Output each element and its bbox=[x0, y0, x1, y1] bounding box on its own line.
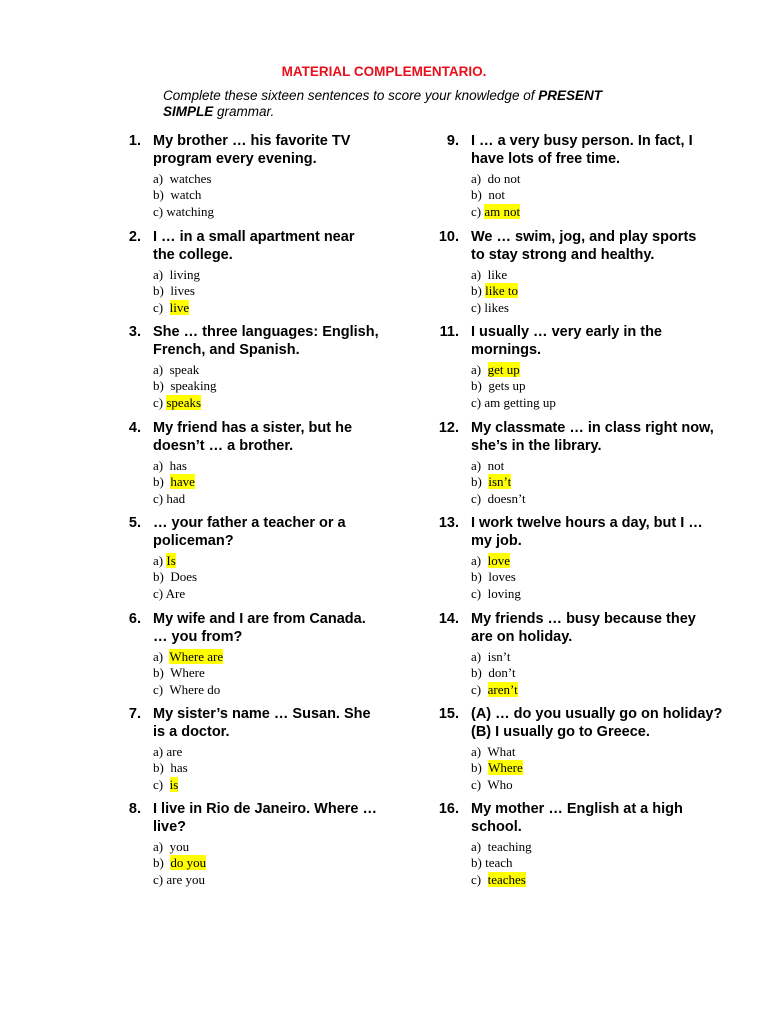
option-list bbox=[153, 171, 453, 220]
option-letter: a) bbox=[471, 839, 488, 854]
option-answer: has bbox=[170, 760, 188, 776]
option-letter: a) bbox=[471, 458, 488, 473]
option-letter: a) bbox=[153, 362, 170, 377]
answer-option bbox=[471, 649, 768, 665]
question-text: She … three languages: English, French, and Spanish. bbox=[153, 324, 379, 358]
option-answer: teach bbox=[485, 855, 513, 871]
option-letter: a) bbox=[471, 362, 488, 377]
option-letter: b) bbox=[153, 760, 171, 776]
question-number: 11. bbox=[439, 324, 459, 340]
option-letter: a) bbox=[153, 171, 170, 186]
option-letter: b) bbox=[471, 283, 486, 299]
answer-option bbox=[471, 569, 768, 585]
option-letter: a) bbox=[471, 553, 488, 568]
question-14 bbox=[438, 610, 768, 698]
option-answer: likes bbox=[484, 299, 509, 315]
question-number: 13. bbox=[438, 515, 459, 531]
highlighted-answer: do you bbox=[170, 855, 207, 871]
option-letter: c) bbox=[471, 585, 488, 601]
option-letter: b) bbox=[153, 187, 171, 203]
question-1 bbox=[128, 132, 453, 220]
question-number: 14. bbox=[438, 611, 459, 627]
highlighted-answer: love bbox=[487, 553, 510, 568]
highlighted-answer: speaks bbox=[166, 394, 202, 410]
option-answer: has bbox=[169, 458, 187, 473]
option-letter: c) bbox=[471, 871, 488, 887]
question-number: 15. bbox=[438, 706, 459, 722]
answer-option bbox=[153, 491, 453, 507]
question-text: I … a very busy person. In fact, I have lots of free time. bbox=[471, 133, 693, 167]
option-list bbox=[471, 267, 768, 316]
option-letter: b) bbox=[153, 569, 171, 585]
answer-option bbox=[471, 491, 768, 507]
option-answer: like bbox=[487, 267, 508, 282]
answer-option bbox=[153, 458, 453, 474]
question-text: (A) … do you usually go on holiday? (B) I usually go to Greece. bbox=[471, 706, 723, 740]
answer-option bbox=[471, 267, 768, 283]
answer-option bbox=[153, 378, 453, 394]
answer-option bbox=[471, 760, 768, 776]
answer-option bbox=[471, 586, 768, 602]
option-list bbox=[471, 839, 768, 888]
option-list bbox=[153, 649, 453, 698]
option-letter: b) bbox=[153, 474, 171, 490]
highlighted-answer: Where bbox=[488, 760, 523, 776]
option-list bbox=[153, 267, 453, 316]
question-2 bbox=[128, 228, 453, 316]
answer-option bbox=[153, 283, 453, 299]
highlighted-answer: Is bbox=[166, 553, 176, 568]
instructions-text: Complete these sixteen sentences to score your knowledge of bbox=[163, 88, 539, 103]
question-number: 1. bbox=[128, 133, 141, 149]
answer-option bbox=[471, 171, 768, 187]
question-12 bbox=[438, 419, 768, 507]
option-list bbox=[471, 744, 768, 793]
option-letter: a) bbox=[471, 744, 488, 759]
option-letter: a) bbox=[471, 267, 488, 282]
option-list bbox=[153, 553, 453, 602]
option-letter: c) bbox=[471, 203, 485, 219]
option-answer: loving bbox=[487, 585, 521, 601]
answer-option bbox=[153, 553, 453, 569]
option-letter: b) bbox=[471, 760, 489, 776]
question-8 bbox=[128, 800, 453, 888]
option-answer: Does bbox=[170, 569, 198, 585]
option-answer: are bbox=[166, 744, 183, 759]
answer-option bbox=[153, 665, 453, 681]
option-answer: Who bbox=[487, 776, 513, 792]
answer-option bbox=[471, 744, 768, 760]
option-letter: c) bbox=[471, 299, 485, 315]
option-answer: you bbox=[169, 839, 190, 854]
option-answer: lives bbox=[170, 283, 195, 299]
highlighted-answer: Where are bbox=[169, 649, 224, 664]
question-text: My sister’s name … Susan. She is a doctor. bbox=[153, 706, 371, 740]
option-letter: c) bbox=[153, 871, 167, 887]
instructions-emphasis: PRESENT SIMPLE bbox=[163, 88, 602, 119]
answer-option bbox=[153, 872, 453, 888]
question-number: 16. bbox=[438, 801, 459, 817]
option-letter: c) bbox=[153, 490, 167, 506]
question-6 bbox=[128, 610, 453, 698]
question-number: 8. bbox=[128, 801, 141, 817]
option-list bbox=[471, 553, 768, 602]
option-answer: watches bbox=[169, 171, 212, 186]
answer-option bbox=[471, 283, 768, 299]
answer-option bbox=[153, 395, 453, 411]
option-answer: not bbox=[488, 187, 505, 203]
option-letter: a) bbox=[153, 458, 170, 473]
answer-option bbox=[153, 855, 453, 871]
answer-option bbox=[471, 665, 768, 681]
answer-option bbox=[471, 300, 768, 316]
answer-option bbox=[153, 300, 453, 316]
highlighted-answer: live bbox=[169, 299, 190, 315]
option-answer: are you bbox=[166, 871, 205, 887]
question-text: I … in a small apartment near the college. bbox=[153, 229, 355, 263]
option-answer: isn’t bbox=[487, 649, 511, 664]
option-letter: c) bbox=[153, 681, 170, 697]
question-text: … your father a teacher or a policeman? bbox=[153, 515, 346, 549]
highlighted-answer: aren’t bbox=[487, 681, 518, 697]
option-letter: b) bbox=[471, 855, 486, 871]
highlighted-answer: like to bbox=[485, 283, 518, 299]
option-list bbox=[153, 839, 453, 888]
option-letter: c) bbox=[153, 585, 166, 601]
answer-option bbox=[153, 569, 453, 585]
answer-option bbox=[471, 362, 768, 378]
question-text: My classmate … in class right now, she’s in the library. bbox=[471, 420, 714, 454]
option-letter: c) bbox=[153, 776, 170, 792]
question-number: 3. bbox=[128, 324, 141, 340]
question-number: 4. bbox=[128, 420, 141, 436]
question-7 bbox=[128, 705, 453, 793]
answer-option bbox=[471, 682, 768, 698]
option-answer: teaching bbox=[487, 839, 532, 854]
answer-option bbox=[471, 187, 768, 203]
page-title: MATERIAL COMPLEMENTARIO. bbox=[281, 64, 487, 79]
option-letter: c) bbox=[471, 394, 485, 410]
answer-option bbox=[471, 839, 768, 855]
option-letter: c) bbox=[471, 776, 488, 792]
highlighted-answer: teaches bbox=[487, 871, 526, 887]
answer-option bbox=[153, 760, 453, 776]
answer-option bbox=[153, 267, 453, 283]
answer-option bbox=[153, 649, 453, 665]
question-text: We … swim, jog, and play sports to stay strong and healthy. bbox=[471, 229, 697, 263]
answer-option bbox=[153, 362, 453, 378]
answer-option bbox=[153, 682, 453, 698]
question-10 bbox=[438, 228, 768, 316]
option-list bbox=[153, 362, 453, 411]
answer-option bbox=[153, 187, 453, 203]
question-number: 9. bbox=[446, 133, 459, 149]
highlighted-answer: is bbox=[169, 776, 179, 792]
question-16 bbox=[438, 800, 768, 888]
option-letter: b) bbox=[153, 283, 171, 299]
option-answer: Where bbox=[170, 665, 205, 681]
question-15 bbox=[438, 705, 768, 793]
option-answer: speak bbox=[169, 362, 200, 377]
question-text: My brother … his favorite TV program every evening. bbox=[153, 133, 351, 167]
option-letter: b) bbox=[471, 569, 489, 585]
question-text: My wife and I are from Canada. … you from? bbox=[153, 611, 366, 645]
option-answer: Are bbox=[165, 585, 186, 601]
question-11 bbox=[439, 323, 768, 411]
option-letter: a) bbox=[153, 744, 167, 759]
answer-option bbox=[153, 474, 453, 490]
answer-option bbox=[153, 777, 453, 793]
option-list bbox=[471, 458, 768, 507]
answer-option bbox=[471, 553, 768, 569]
option-letter: c) bbox=[153, 203, 167, 219]
question-5 bbox=[128, 514, 453, 602]
option-letter: c) bbox=[471, 681, 488, 697]
answer-option bbox=[471, 458, 768, 474]
question-number: 5. bbox=[128, 515, 141, 531]
option-letter: a) bbox=[153, 839, 170, 854]
answer-option bbox=[153, 744, 453, 760]
question-number: 2. bbox=[128, 229, 141, 245]
option-answer: do not bbox=[487, 171, 521, 186]
answer-option bbox=[471, 204, 768, 220]
option-list bbox=[471, 171, 768, 220]
question-text: I live in Rio de Janeiro. Where … live? bbox=[153, 801, 377, 835]
answer-option bbox=[153, 586, 453, 602]
option-letter: b) bbox=[471, 474, 489, 490]
option-answer: am getting up bbox=[484, 394, 556, 410]
answer-option bbox=[153, 204, 453, 220]
highlighted-answer: have bbox=[170, 474, 195, 490]
instructions bbox=[163, 88, 633, 120]
question-number: 7. bbox=[128, 706, 141, 722]
option-answer: speaking bbox=[170, 378, 217, 394]
highlighted-answer: get up bbox=[487, 362, 520, 377]
answer-option bbox=[471, 378, 768, 394]
option-letter: b) bbox=[153, 378, 171, 394]
question-4 bbox=[128, 419, 453, 507]
option-letter: c) bbox=[471, 490, 488, 506]
option-letter: b) bbox=[153, 665, 171, 681]
option-answer: doesn’t bbox=[487, 490, 526, 506]
question-text: I usually … very early in the mornings. bbox=[471, 324, 662, 358]
option-letter: a) bbox=[471, 171, 488, 186]
answer-option bbox=[153, 839, 453, 855]
option-list bbox=[471, 362, 768, 411]
option-answer: not bbox=[487, 458, 505, 473]
answer-option bbox=[471, 395, 768, 411]
highlighted-answer: am not bbox=[484, 203, 521, 219]
answer-option bbox=[471, 872, 768, 888]
question-number: 12. bbox=[438, 420, 459, 436]
option-list bbox=[153, 458, 453, 507]
question-text: My friends … busy because they are on holiday. bbox=[471, 611, 696, 645]
answer-option bbox=[471, 855, 768, 871]
option-letter: b) bbox=[471, 187, 489, 203]
option-answer: Where do bbox=[169, 681, 221, 697]
question-number: 6. bbox=[128, 611, 141, 627]
question-text: I work twelve hours a day, but I … my job. bbox=[471, 515, 703, 549]
option-list bbox=[153, 744, 453, 793]
option-letter: b) bbox=[471, 665, 489, 681]
option-answer: What bbox=[487, 744, 516, 759]
question-text: My friend has a sister, but he doesn’t … a brother. bbox=[153, 420, 353, 454]
option-letter: c) bbox=[153, 394, 167, 410]
option-answer: gets up bbox=[488, 378, 526, 394]
option-answer: watching bbox=[166, 203, 215, 219]
question-text: My mother … English at a high school. bbox=[471, 801, 683, 835]
highlighted-answer: isn’t bbox=[488, 474, 512, 490]
question-13 bbox=[438, 514, 768, 602]
option-letter: a) bbox=[471, 649, 488, 664]
option-answer: loves bbox=[488, 569, 516, 585]
option-answer: don’t bbox=[488, 665, 516, 681]
option-letter: a) bbox=[153, 267, 170, 282]
answer-option bbox=[471, 474, 768, 490]
option-letter: c) bbox=[153, 299, 170, 315]
question-9 bbox=[446, 132, 768, 220]
option-answer: had bbox=[166, 490, 186, 506]
option-list bbox=[471, 649, 768, 698]
option-letter: a) bbox=[153, 553, 167, 568]
option-answer: watch bbox=[170, 187, 202, 203]
instructions-tail: grammar. bbox=[213, 104, 275, 119]
option-letter: b) bbox=[153, 855, 171, 871]
answer-option bbox=[471, 777, 768, 793]
answer-option bbox=[153, 171, 453, 187]
option-answer: living bbox=[169, 267, 200, 282]
question-number: 10. bbox=[438, 229, 459, 245]
option-letter: a) bbox=[153, 649, 170, 664]
option-letter: b) bbox=[471, 378, 489, 394]
question-3 bbox=[128, 323, 453, 411]
